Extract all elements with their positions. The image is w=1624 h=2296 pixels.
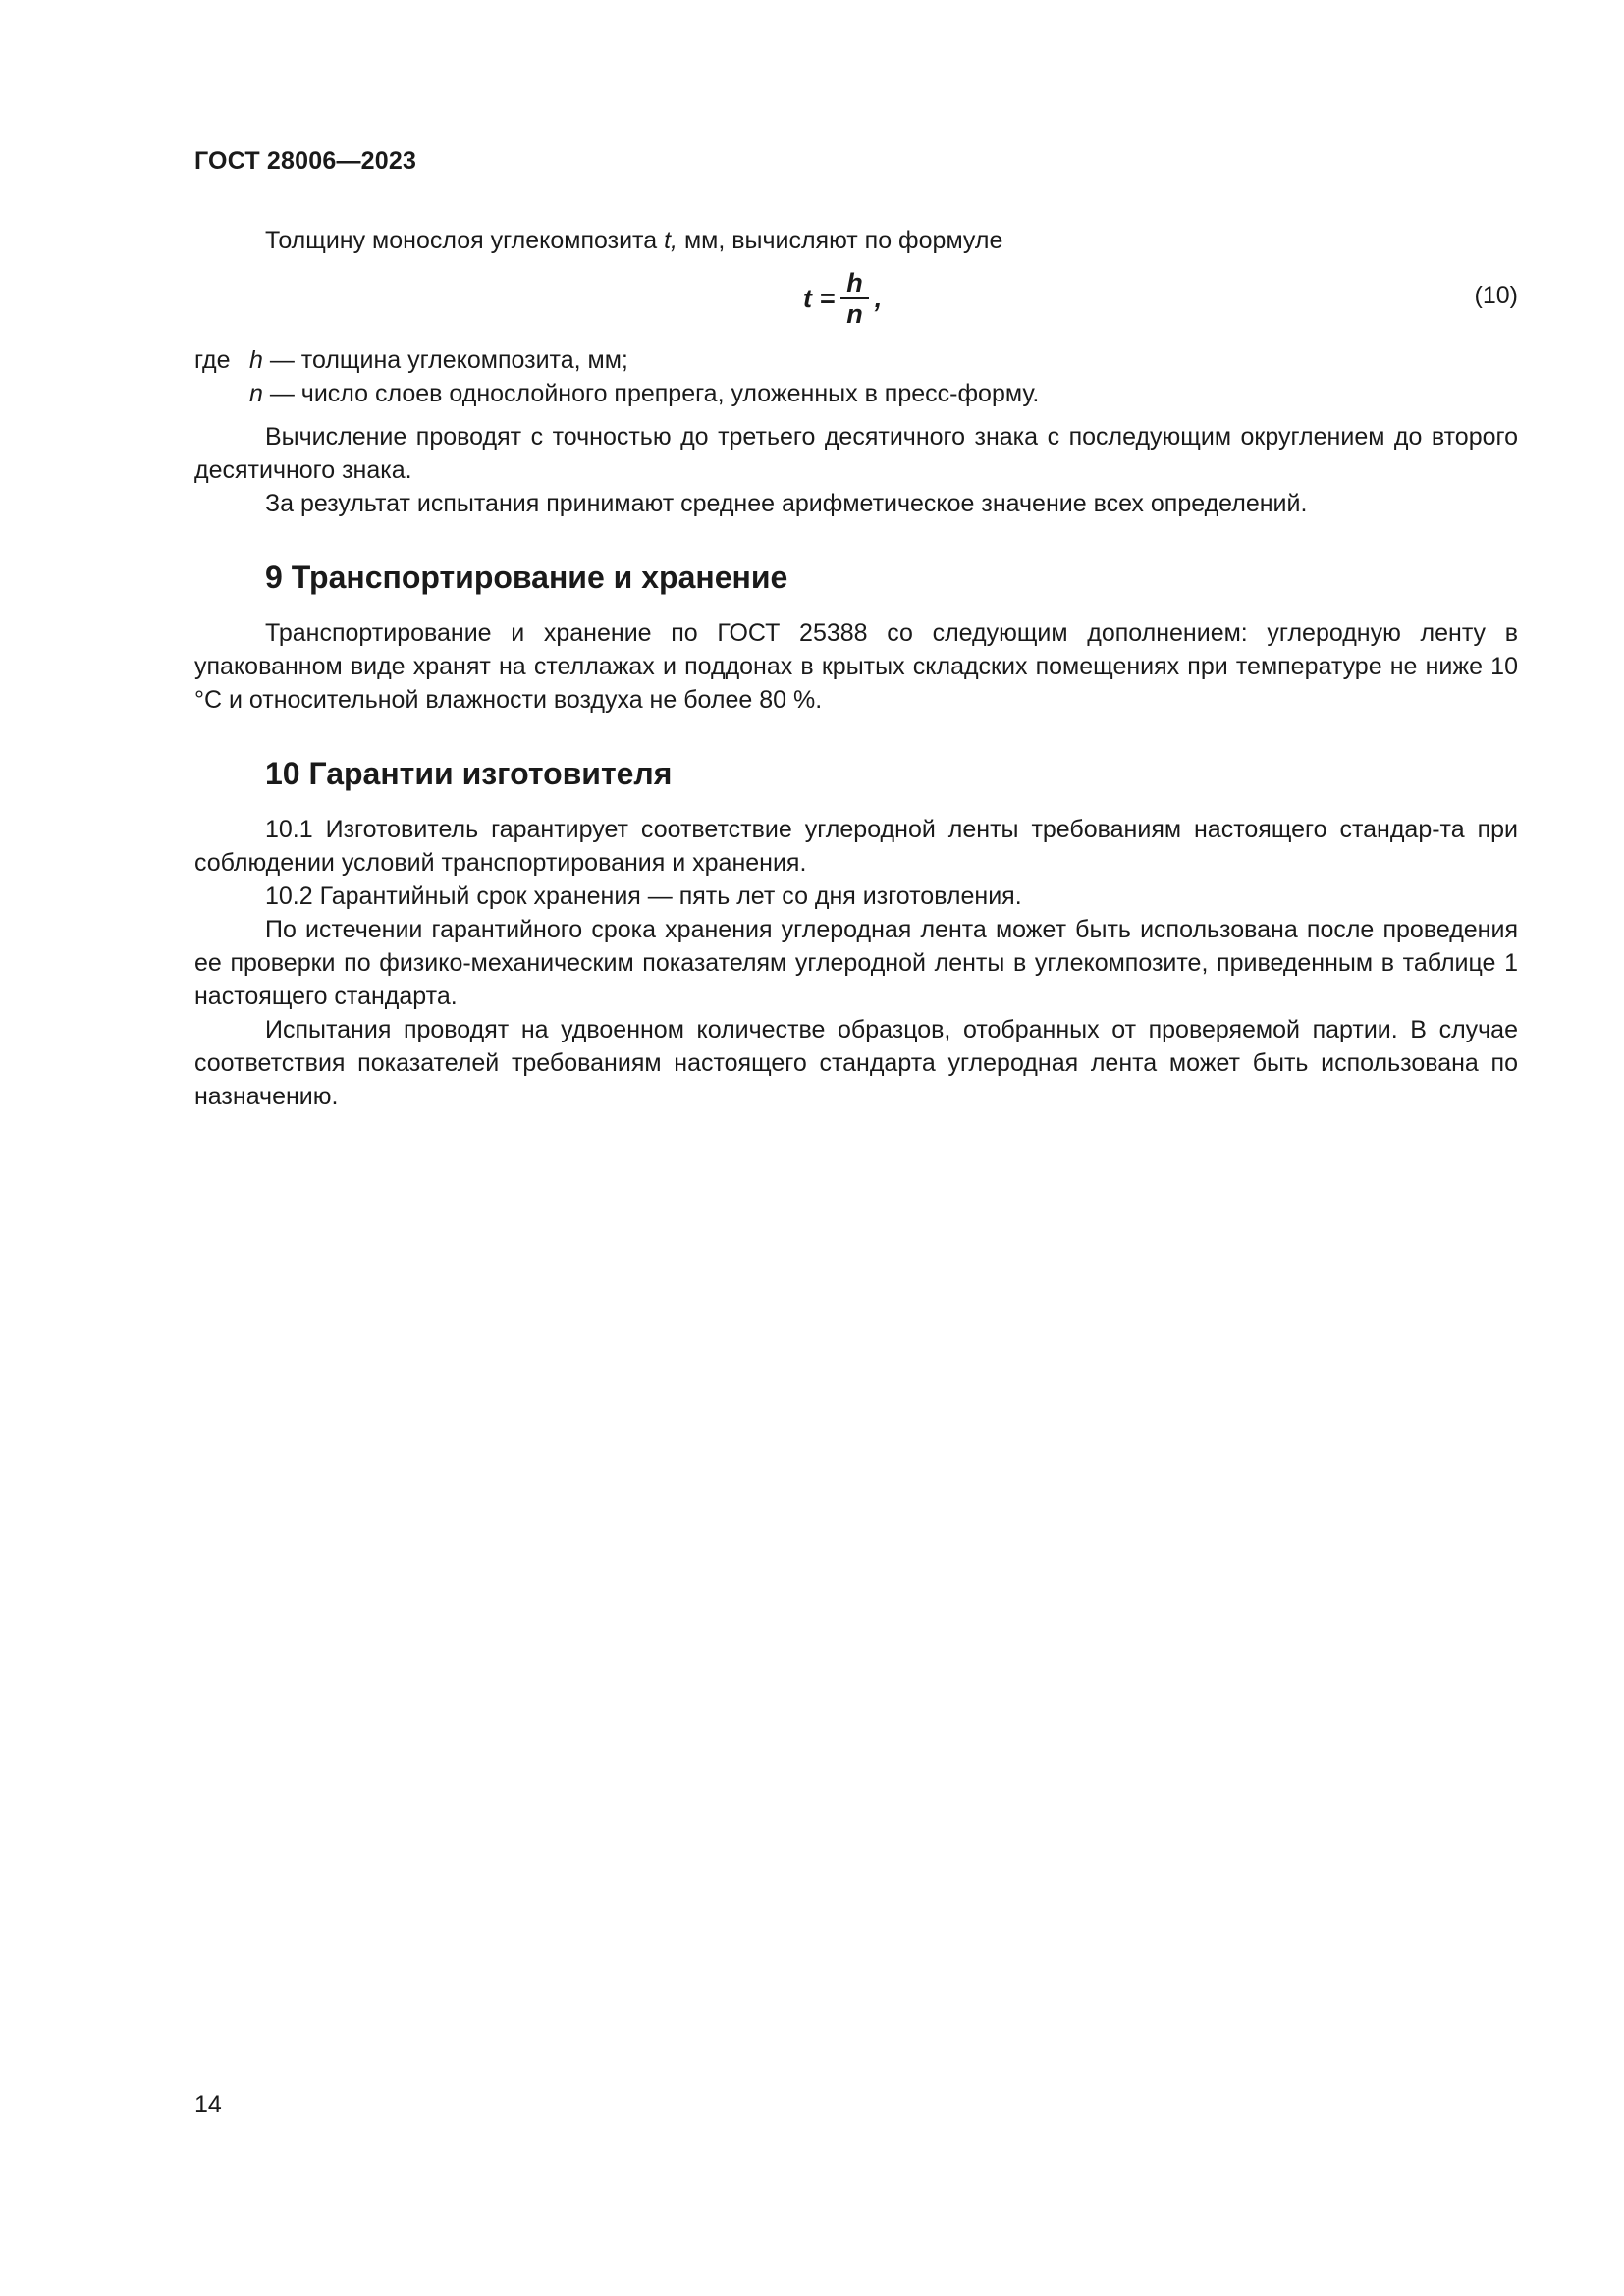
where-n-variable: n — [249, 380, 263, 407]
where-h-line — [194, 344, 1518, 377]
page-number: 14 — [194, 2091, 222, 2118]
section-10-heading: 10 Гарантии изготовителя — [265, 756, 673, 791]
intro-text-after: мм, вычисляют по формуле — [677, 227, 1003, 254]
document-body — [194, 224, 1518, 1113]
section-10-2-paragraph: 10.2 Гарантийный срок хранения — пять лет со дня изготовления. — [265, 882, 1022, 910]
formula-trailing-comma: , — [874, 284, 883, 313]
section-9-heading: 9 Транспортирование и хранение — [265, 560, 788, 595]
section-10-tests-paragraph: Испытания проводят на удвоенном количестве образцов, отобранных от проверяемой партии. В случае соответствия показателей требованиям настоящего стандарта углеродная лента может быть использована по назначению. — [194, 1016, 1518, 1110]
where-h-variable: h — [249, 347, 263, 374]
intro-text-before: Толщину монослоя углекомпозита — [265, 227, 665, 254]
section-9-paragraph: Транспортирование и хранение по ГОСТ 25388 со следующим дополнением: углеродную ленту в упакованном виде хранят на стеллажах и поддонах в крытых складских помещениях при температуре не ниже 10 °С и относительной влажности воздуха не более 80 %. — [194, 619, 1518, 714]
intro-variable-t: t, — [664, 227, 677, 254]
formula-number: (10) — [1474, 282, 1518, 309]
formula-fraction — [840, 269, 869, 328]
section-10-1-paragraph: 10.1 Изготовитель гарантирует соответствие углеродной ленты требованиям настоящего стандар-та при соблюдении условий транспортирования и хранения. — [194, 816, 1518, 877]
section-10-expiry-paragraph: По истечении гарантийного срока хранения углеродная лента может быть использована после проведения ее проверки по физико-механическим показателям углеродной ленты в углекомпозите, приведенным в таблице 1 настоящего стандарта. — [194, 916, 1518, 1010]
where-n-description: — число слоев однослойного препрега, уложенных в пресс-форму. — [262, 380, 1040, 407]
calc-precision-paragraph: Вычисление проводят с точностью до третьего десятичного знака с последующим округлением до второго десятичного знака. — [194, 423, 1518, 484]
formula-intro-paragraph — [194, 224, 1518, 257]
formula-denominator: n — [846, 299, 863, 329]
formula-lhs: t = — [803, 284, 836, 313]
result-paragraph: За результат испытания принимают среднее арифметическое значение всех определений. — [265, 490, 1308, 517]
formula-block — [194, 267, 1518, 338]
where-n-line — [194, 377, 1518, 410]
document-header: ГОСТ 28006—2023 — [194, 147, 417, 175]
formula-numerator: h — [840, 269, 869, 299]
formula-expression — [803, 267, 882, 330]
where-label: где — [194, 347, 231, 374]
where-h-description: — толщина углекомпозита, мм; — [262, 347, 628, 374]
